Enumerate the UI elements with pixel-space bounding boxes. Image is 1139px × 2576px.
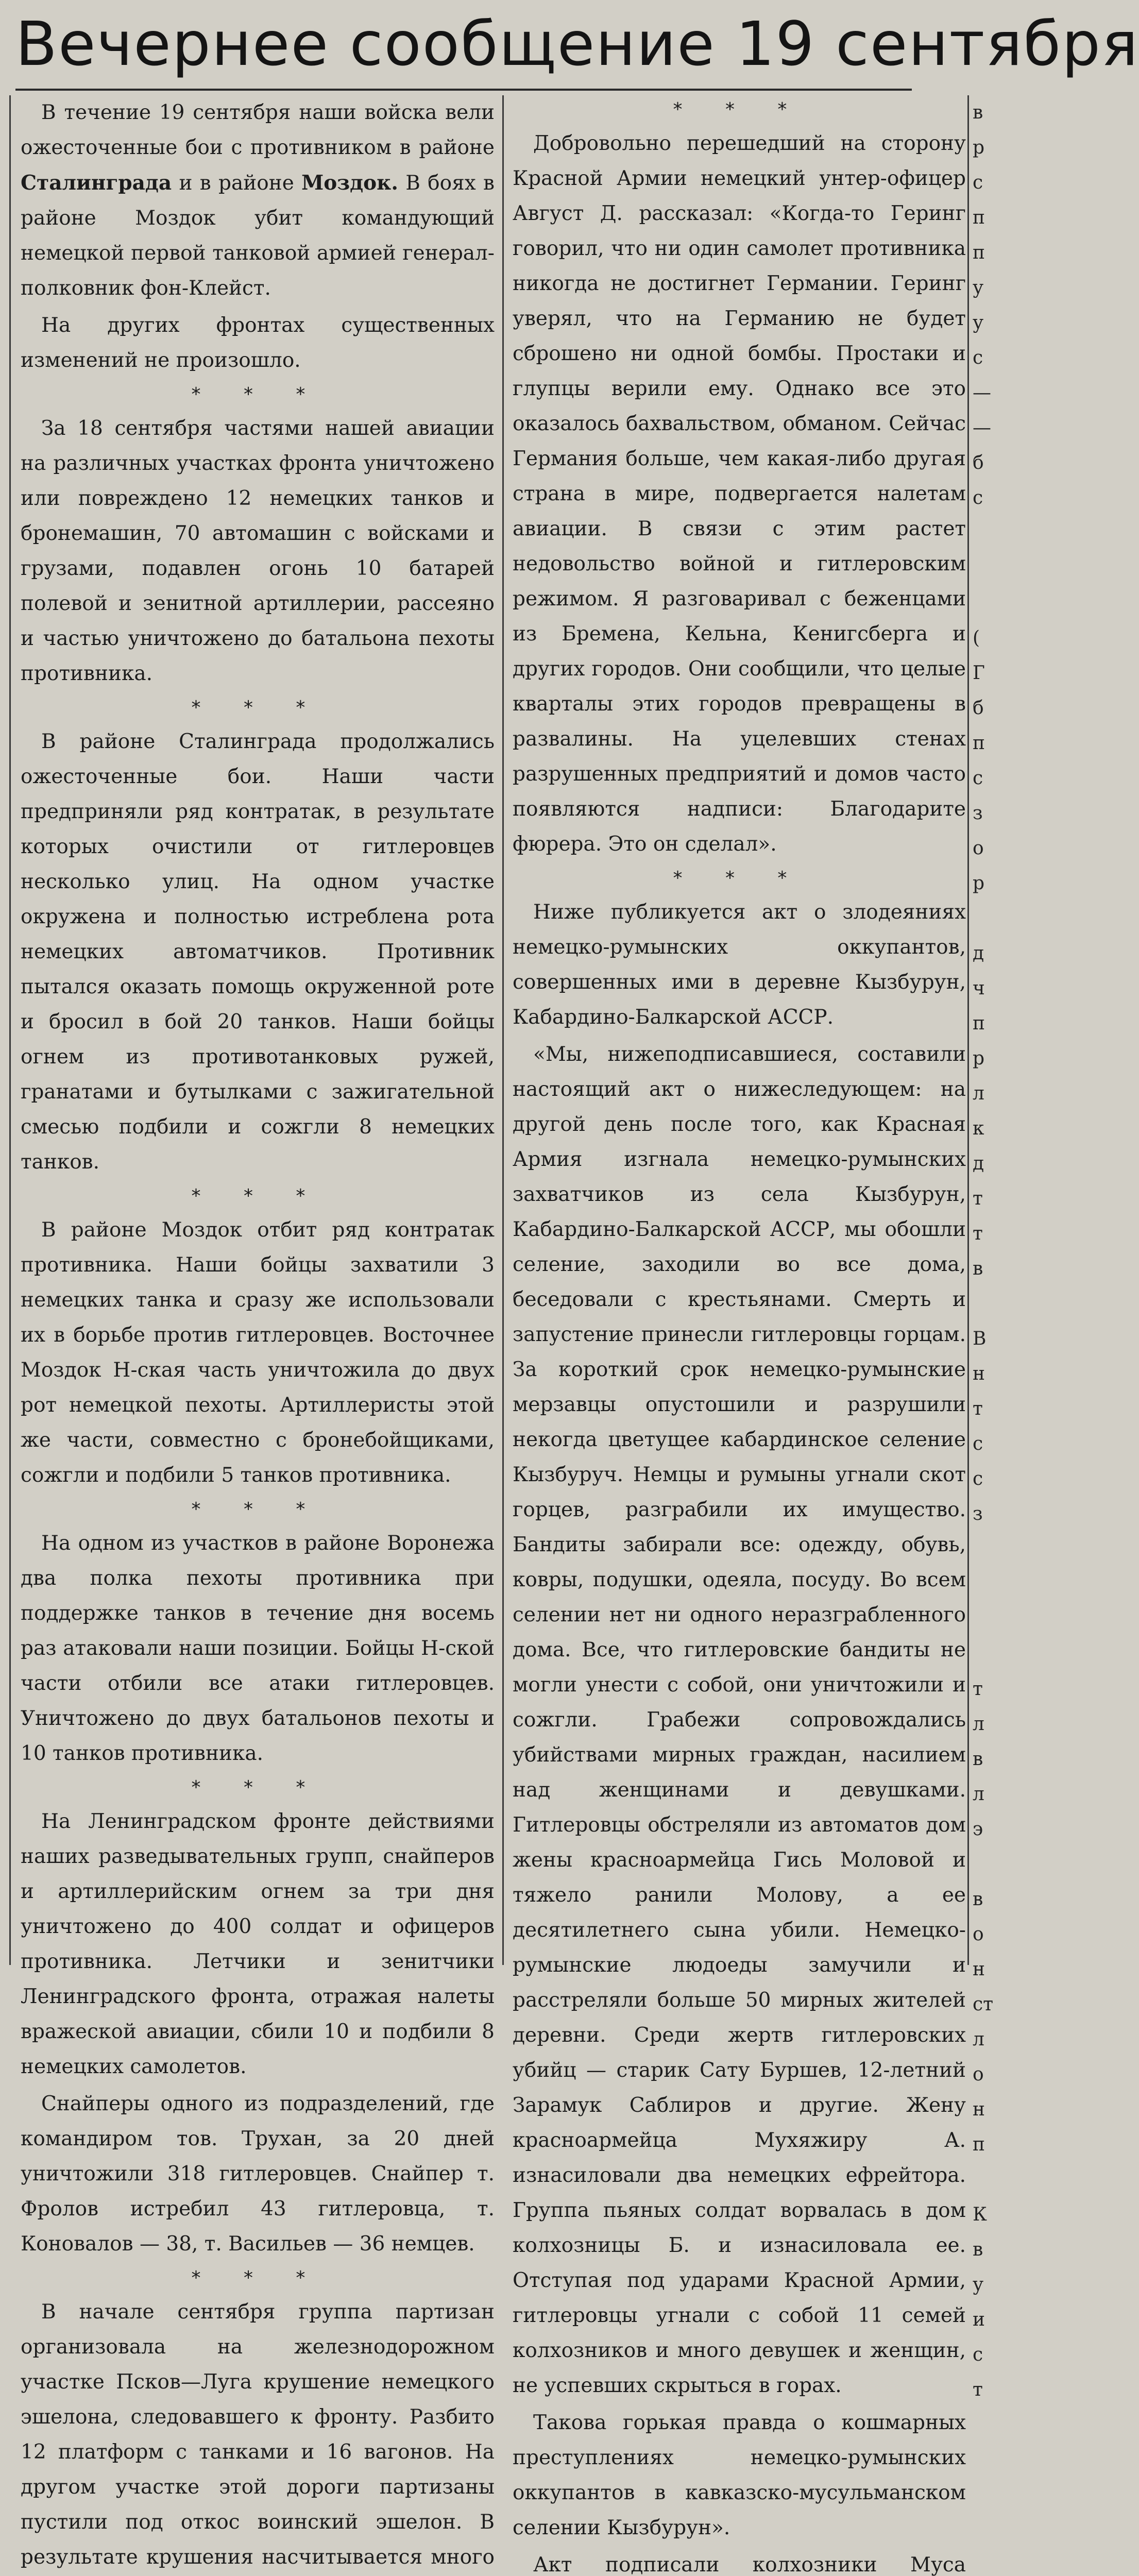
edge-fragment-line: у (973, 2274, 984, 2295)
edge-fragment-line: т (973, 2379, 983, 2400)
edge-fragment-line (973, 1637, 988, 1672)
edge-fragment-line: б (973, 452, 984, 473)
paragraph-voronezh: На одном из участков в районе Воронежа два полка пехоты противника при поддержке танков в течение дня восемь раз атаковали наши позиции. Бойцы Н-ской части отбили все атаки гитлеровцев. Уничтожено до двух батальонов пехоты и 10 танков противника. (21, 1532, 495, 1765)
paragraph-act-signatories: Акт подписали колхозники Муса (533, 2553, 966, 2576)
edge-fragment-line (973, 551, 988, 586)
paragraph-act-text: «Мы, нижеподписавшиеся, составили настоящий акт о нижеследующем: на другой день после того, как Красная Армия изгнала немецко-румынских захватчиков из села Кызбурун, Кабардино-Балкарской АССР, мы обошли селение, заходили во все дома, беседовали с крестьянами. Смерть и запустение принесли гитлеровцы горцам. За короткий срок немецко-румынские мерзавцы опустошили и разрушили некогда цветущее кабардинское селение Кызбуруч. Немцы и румыны угнали скот горцев, разграбили их имущество. Бандиты забирали все: одежду, обувь, ковры, подушки, одеяла, посуду. Во всем селении нет ни одного неразграбленного дома. Все, что гитлеровские бандиты не могли унести с собой, они уничтожили и сожгли. Грабежи сопровождались убийствами мирных граждан, насилием над женщинами и девушками. Гитлеровцы обстреляли из автоматов дом жены красноармейца Гись Моловой и тяжело ранили Молову, а ее десятилетнего сына убили. Немецко-румынские людоеды замучили и расстреляли больше 50 мирных жителей деревни. Среди жертв гитлеровских убийц — старик Сату Буршев, 12-летний Зарамук Саблиров и другие. Жену красноармейца Мухяжиру А. изнасиловали два немецких ефрейтора. Группа пьяных солдат ворвалась в дом колхозницы Б. и изнасиловала ее. Отступая под ударами Красной Армии, гитлеровцы угнали с собой 11 семей колхозников и много девушек и женщин, не успевших скрыться в горах. (513, 1043, 966, 2397)
edge-fragment-line: о (973, 1924, 984, 1945)
edge-fragment-line: з (973, 803, 983, 824)
section-separator: * * * (673, 99, 806, 120)
edge-fragment-line: в (973, 1258, 983, 1279)
edge-fragment-line: с (973, 172, 983, 193)
edge-fragment-line: — (973, 382, 991, 403)
edge-fragment-line: з (973, 1503, 983, 1524)
edge-fragment-line: л (973, 2029, 984, 2050)
section-separator: * * * (191, 1499, 324, 1520)
paragraph-act-intro: Ниже публикуется акт о злодеяниях немецко-румынских оккупантов, совершенных ими в деревне Кызбурун, Кабардино-Балкарской АССР. (513, 901, 966, 1029)
edge-fragment-line (973, 586, 988, 621)
edge-fragment-line: р (973, 873, 985, 894)
column-divider-right (967, 95, 969, 1965)
column-divider-middle (502, 95, 504, 1965)
edge-fragment-line: д (973, 1153, 984, 1174)
edge-fragment-line: п (973, 2134, 985, 2155)
edge-fragment-line (973, 901, 988, 936)
edge-fragment-line: к (973, 1118, 984, 1139)
edge-fragment-line: с (973, 2344, 983, 2365)
section-separator: * * * (191, 384, 324, 405)
column-divider-left (9, 95, 11, 1965)
edge-fragment-line: в (973, 102, 983, 123)
adjacent-column-fragment (973, 95, 994, 2400)
edge-fragment-line: п (973, 1013, 985, 1034)
edge-fragment-line (973, 1602, 988, 1637)
paragraph-mozdok: В районе Моздок отбит ряд контратак противника. Наши бойцы захватили 3 немецких танка и сразу же использовали их в борьбе против гитлеровцев. Восточнее Моздок Н-ская часть уничтожила до двух рот немецкой пехоты. Артиллеристы этой же части, совместно с бронебойщиками, сожгли и подбили 5 танков противника. (21, 1218, 495, 1487)
headline: Вечернее сообщение 19 сентября (15, 8, 1139, 79)
edge-fragment-line: в (973, 2239, 983, 2260)
edge-fragment-line: у (973, 312, 984, 333)
edge-fragment-line: с (973, 768, 983, 789)
edge-fragment-line: т (973, 1679, 983, 1700)
paragraph-defector: Добровольно перешедший на сторону Красной Армии немецкий унтер-офицер Август Д. рассказал: «Когда-то Геринг говорил, что ни один самолет противника никогда не достигнет Германии. Геринг уверял, что на Германию не будет сброшено ни одной бомбы. Простаки и глупцы верили ему. Однако все это оказалось бахвальством, обманом. Сейчас Германия больше, чем какая-либо другая страна в мире, подвергается налетам авиации. В связи с этим растет недовольство войной и гитлеровским режимом. Я разговаривал с беженцами из Бремена, Кельна, Кенигсберга и других городов. Они сообщили, что целые кварталы этих городов превращены в развалины. На уцелевших стенах разрушенных предприятий и домов часто появляются надписи: Благодарите фюрера. Это он сделал». (513, 132, 966, 856)
edge-fragment-line: с (973, 1468, 983, 1489)
section-separator: * * * (673, 868, 806, 889)
section-separator: * * * (191, 2267, 324, 2289)
edge-fragment-line: т (973, 1188, 983, 1209)
edge-fragment-line (973, 516, 988, 551)
edge-fragment-line: ч (973, 978, 985, 999)
edge-fragment-line: В (973, 1328, 987, 1349)
edge-fragment-line: р (973, 1048, 985, 1069)
edge-fragment-line: л (973, 1714, 984, 1735)
edge-fragment-line (973, 1567, 988, 1602)
edge-fragment-line: н (973, 2099, 985, 2120)
edge-fragment-line: в (973, 1749, 983, 1770)
edge-fragment-line: ст (973, 1994, 994, 2015)
article-column-right (513, 95, 966, 2576)
edge-fragment-line: о (973, 2064, 984, 2085)
edge-fragment-line: и (973, 2309, 985, 2330)
edge-fragment-line: п (973, 207, 985, 228)
city-stalingrad: Сталинграда (21, 171, 172, 195)
section-separator: * * * (191, 1185, 324, 1207)
headline-rule (15, 89, 912, 91)
edge-fragment-line: л (973, 1083, 984, 1104)
edge-fragment-line: р (973, 137, 985, 158)
edge-fragment-line: п (973, 242, 985, 263)
edge-fragment-line: ( (973, 628, 980, 649)
paragraph-partisans: В начале сентября группа партизан организовала на железнодорожном участке Псков—Луга крушение немецкого эшелона, следовавшего к фронту. Разбито 12 платформ с танками и 16 вагонов. На другом участке этой дороги партизаны пустили под откос воинский эшелон. В результате крушения насчитывается много (21, 2300, 495, 2569)
city-mozdok: Моздок. (301, 171, 398, 195)
edge-fragment-line: л (973, 1784, 984, 1805)
edge-fragment-line: д (973, 943, 984, 964)
edge-fragment-line (973, 1847, 988, 1882)
edge-fragment-line (973, 2162, 988, 2197)
paragraph-aviation: За 18 сентября частями нашей авиации на различных участках фронта уничтожено или повреждено 12 немецких танков и бронемашин, 70 автомашин с войсками и грузами, подавлен огонь 10 батарей полевой и зенитной артиллерии, рассеяно и частью уничтожено до батальона пехоты противника. (21, 417, 495, 685)
edge-fragment-line: т (973, 1398, 983, 1419)
paragraph-act-conclusion: Такова горькая правда о кошмарных преступлениях немецко-румынских оккупантов в кавказско-мусульманском селении Кызбурун». (513, 2411, 966, 2539)
edge-fragment-line (973, 1532, 988, 1567)
paragraph-other-fronts: На других фронтах существенных изменений не произошло. (21, 314, 495, 372)
edge-fragment-line: Г (973, 663, 985, 684)
edge-fragment-line: о (973, 838, 984, 859)
paragraph-leningrad: На Ленинградском фронте действиями наших разведывательных групп, снайперов и артиллерийским огнем за три дня уничтожено до 400 солдат и офицеров противника. Летчики и зенитчики Ленинградского фронта, отражая налеты вражеской авиации, сбили 10 и подбили 8 немецких самолетов. (21, 1810, 495, 2078)
section-separator: * * * (191, 697, 324, 718)
edge-fragment-line: п (973, 733, 985, 754)
edge-fragment-line: э (973, 1819, 983, 1840)
edge-fragment-line: н (973, 1363, 985, 1384)
edge-fragment-line (973, 1286, 988, 1321)
edge-fragment-line: — (973, 417, 991, 438)
edge-fragment-line: н (973, 1959, 985, 1980)
paragraph-stalingrad: В районе Сталинграда продолжались ожесточенные бои. Наши части предприняли ряд контратак, в результате которых очистили от гитлеровцев несколько улиц. На одном участке окружена и полностью истреблена рота немецких автоматчиков. Противник пытался оказать помощь окруженной роте и бросил в бой 20 танков. Наши бойцы огнем из противотанковых ружей, гранатами и бутылками с зажигательной смесью подбили и сожгли 8 немецких танков. (21, 730, 495, 1174)
edge-fragment-line: с (973, 487, 983, 509)
edge-fragment-line: К (973, 2204, 987, 2225)
paragraph-snipers: Снайперы одного из подразделений, где командиром тов. Трухан, за 20 дней уничтожили 318 гитлеровцев. Снайпер т. Фролов истребил 43 гитлеровца, т. Коновалов — 38, т. Васильев — 36 немцев. (21, 2092, 495, 2256)
paragraph-battle-summary: В течение 19 сентября наши войска вели ожесточенные бои с противником в районе Сталинграда и в районе Моздок. В боях в районе Моздок убит командующий немецкой первой танковой армией генерал-полковник фон-Клейст. (21, 101, 495, 300)
edge-fragment-line: с (973, 347, 983, 368)
section-separator: * * * (191, 1777, 324, 1798)
edge-fragment-line: с (973, 1433, 983, 1454)
edge-fragment-line: у (973, 277, 984, 298)
edge-fragment-line: т (973, 1223, 983, 1244)
article-column-left (21, 95, 495, 2569)
edge-fragment-line: в (973, 1889, 983, 1910)
edge-fragment-line: б (973, 698, 984, 719)
